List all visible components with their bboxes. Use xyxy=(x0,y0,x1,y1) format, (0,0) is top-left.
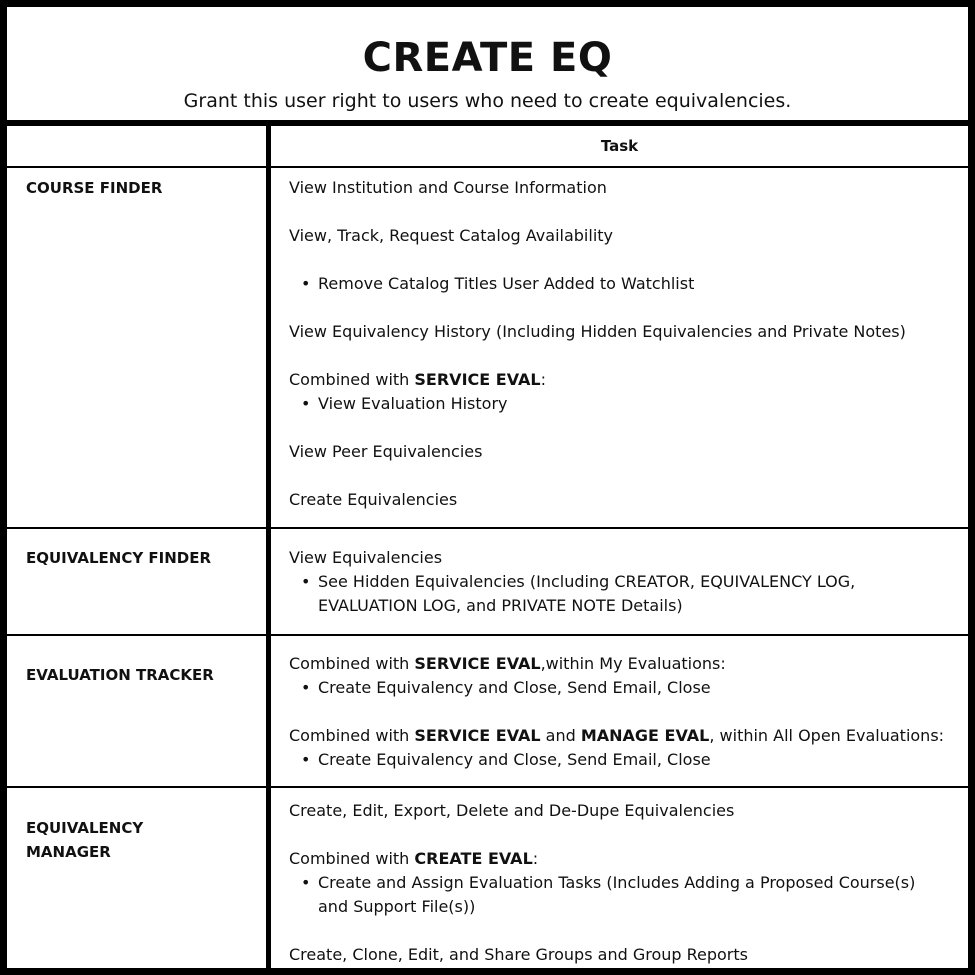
category-equivalency-manager: EQUIVALENCY MANAGER xyxy=(26,819,144,861)
permission-name: SERVICE EVAL xyxy=(414,370,541,389)
page-title: CREATE EQ xyxy=(362,35,613,81)
category-evaluation-tracker: EVALUATION TRACKER xyxy=(26,666,214,684)
combined-with-line: Combined with SERVICE EVAL and MANAGE EVAL, within All Open Evaluations: xyxy=(289,726,945,745)
tasks-equivalency-manager xyxy=(289,799,959,967)
bullet-item: • View Evaluation History xyxy=(289,392,959,416)
permission-name: SERVICE EVAL xyxy=(414,654,541,673)
bullet-item: • See Hidden Equivalencies (Including CREATOR, EQUIVALENCY LOG, EVALUATION LOG, and PRIVATE NOTE Details) xyxy=(289,570,959,618)
page-subtitle: Grant this user right to users who need to create equivalencies. xyxy=(183,90,792,112)
bullet-item: • Create Equivalency and Close, Send Email, Close xyxy=(289,676,959,700)
combined-with-line: Combined with CREATE EVAL: xyxy=(289,849,539,868)
task-item: View Peer Equivalencies xyxy=(289,442,483,461)
task-item: View Equivalencies xyxy=(289,548,443,567)
task-item: Create, Clone, Edit, and Share Groups and Group Reports xyxy=(289,945,748,964)
tasks-equivalency-finder xyxy=(289,546,959,618)
permission-name: MANAGE EVAL xyxy=(580,726,710,745)
task-item: Create, Edit, Export, Delete and De-Dupe Equivalencies xyxy=(289,801,735,820)
row-divider xyxy=(7,527,968,529)
bullet-item: • Remove Catalog Titles User Added to Watchlist xyxy=(289,272,959,296)
combined-with-line: Combined with SERVICE EVAL: xyxy=(289,370,546,389)
task-item: View Institution and Course Information xyxy=(289,178,607,197)
task-item: View Equivalency History (Including Hidden Equivalencies and Private Notes) xyxy=(289,322,906,341)
column-divider xyxy=(266,126,271,974)
tasks-evaluation-tracker xyxy=(289,652,959,772)
task-item: Create Equivalencies xyxy=(289,490,458,509)
header-divider xyxy=(7,166,968,168)
document-frame xyxy=(7,7,968,968)
header xyxy=(7,7,968,120)
permission-name: SERVICE EVAL xyxy=(414,726,541,745)
bullet-item: • Create Equivalency and Close, Send Email, Close xyxy=(289,748,959,772)
category-equivalency-finder: EQUIVALENCY FINDER xyxy=(26,549,212,567)
combined-with-line: Combined with SERVICE EVAL,within My Evaluations: xyxy=(289,654,726,673)
permissions-table xyxy=(7,120,968,974)
bullet-item: • Create and Assign Evaluation Tasks (Includes Adding a Proposed Course(s) and Support File(s)) xyxy=(289,871,959,919)
task-column-header: Task xyxy=(600,137,639,155)
permission-name: CREATE EVAL xyxy=(414,849,533,868)
row-divider xyxy=(7,786,968,788)
tasks-course-finder xyxy=(289,176,959,512)
category-course-finder: COURSE FINDER xyxy=(26,179,163,197)
row-divider xyxy=(7,634,968,636)
task-item: View, Track, Request Catalog Availability xyxy=(289,226,613,245)
